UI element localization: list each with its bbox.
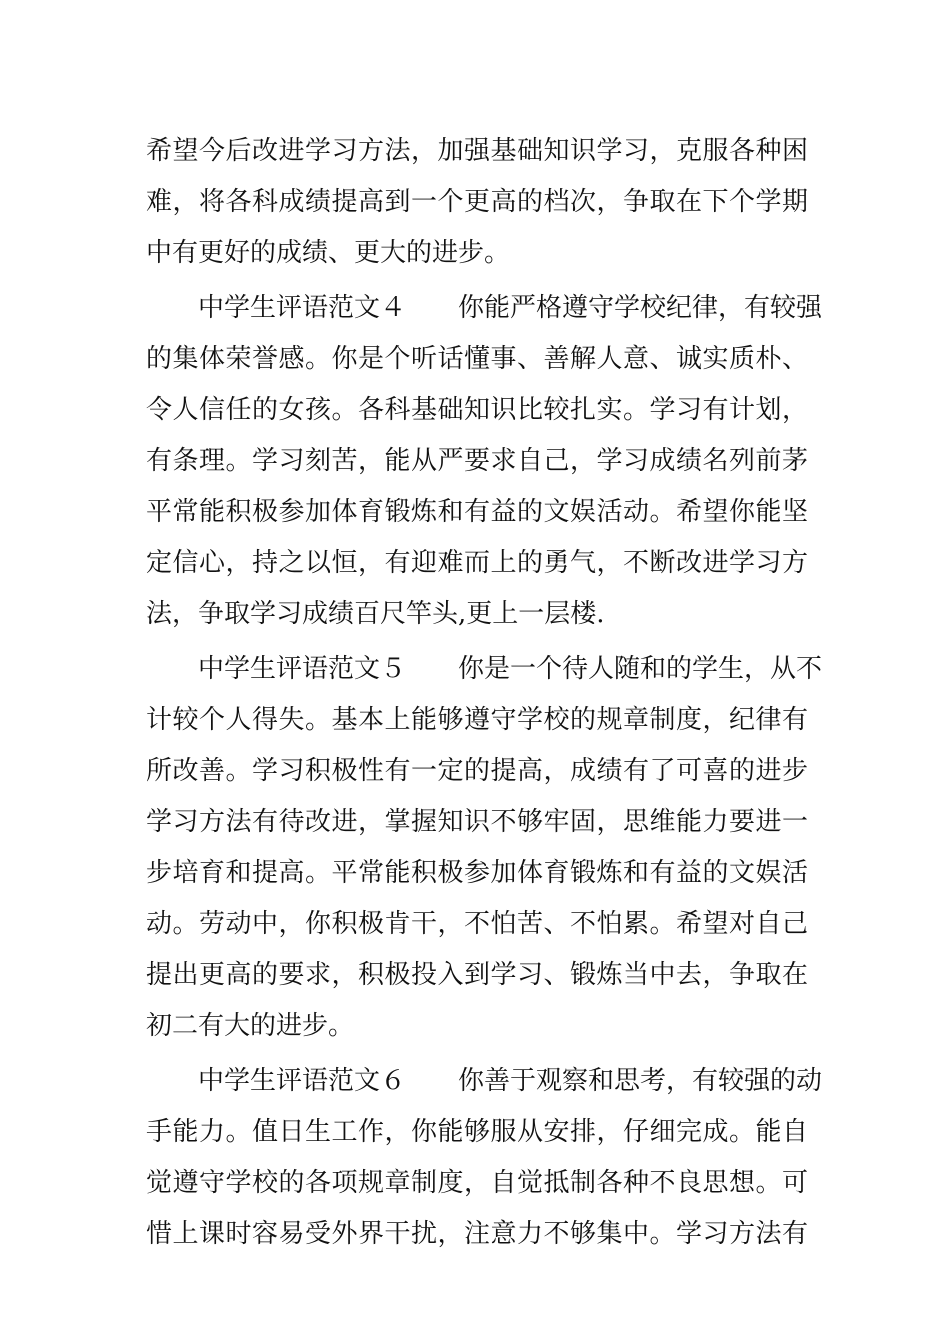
text-line: 所改善。学习积极性有一定的提高，成绩有了可喜的进步 bbox=[146, 756, 808, 786]
text-line: 步培育和提高。平常能积极参加体育锻炼和有益的文娱活 bbox=[146, 858, 808, 888]
text-line: 初二有大的进步。 bbox=[146, 1011, 355, 1041]
paragraph-continuation bbox=[146, 126, 808, 279]
paragraph-first-line bbox=[146, 283, 823, 334]
sample-heading: 中学生评语范文６ bbox=[198, 1066, 407, 1096]
text-line: 动。劳动中，你积极肯干，不怕苦、不怕累。希望对自己 bbox=[146, 909, 808, 939]
text-line: 学习方法有待改进，掌握知识不够牢固，思维能力要进一 bbox=[146, 807, 808, 837]
text-line: 提出更高的要求，积极投入到学习、锻炼当中去，争取在 bbox=[146, 960, 808, 990]
paragraph-sample-5 bbox=[146, 644, 823, 1052]
sample-heading: 中学生评语范文４ bbox=[198, 293, 407, 323]
text-line: 惜上课时容易受外界干扰，注意力不够集中。学习方法有 bbox=[146, 1219, 808, 1249]
text-line: 的集体荣誉感。你是个听话懂事、善解人意、诚实质朴、 bbox=[146, 344, 808, 374]
text-line: 定信心，持之以恒，有迎难而上的勇气，不断改进学习方 bbox=[146, 548, 808, 578]
text-segment: 你善于观察和思考，有较强的动 bbox=[458, 1066, 823, 1096]
text-line: 希望今后改进学习方法，加强基础知识学习，克服各种困 bbox=[146, 136, 808, 166]
document-body bbox=[146, 126, 823, 1260]
paragraph-sample-6 bbox=[146, 1056, 823, 1260]
text-line: 难，将各科成绩提高到一个更高的档次，争取在下个学期 bbox=[146, 187, 808, 217]
paragraph-sample-4 bbox=[146, 283, 823, 640]
paragraph-first-line bbox=[146, 644, 823, 695]
sample-heading: 中学生评语范文５ bbox=[198, 654, 407, 684]
text-line: 计较个人得失。基本上能够遵守学校的规章制度，纪律有 bbox=[146, 705, 808, 735]
text-line: 觉遵守学校的各项规章制度，自觉抵制各种不良思想。可 bbox=[146, 1168, 808, 1198]
text-segment: 你能严格遵守学校纪律，有较强 bbox=[458, 293, 823, 323]
text-line: 令人信任的女孩。各科基础知识比较扎实。学习有计划， bbox=[146, 395, 808, 425]
text-line: 中有更好的成绩、更大的进步。 bbox=[146, 238, 511, 268]
paragraph-first-line bbox=[146, 1056, 823, 1107]
text-line: 手能力。值日生工作，你能够服从安排，仔细完成。能自 bbox=[146, 1117, 808, 1147]
text-line: 法，争取学习成绩百尺竿头,更上一层楼. bbox=[146, 599, 605, 629]
text-line: 平常能积极参加体育锻炼和有益的文娱活动。希望你能坚 bbox=[146, 497, 808, 527]
text-segment: 你是一个待人随和的学生，从不 bbox=[458, 654, 823, 684]
text-line: 有条理。学习刻苦，能从严要求自己，学习成绩名列前茅 bbox=[146, 446, 808, 476]
